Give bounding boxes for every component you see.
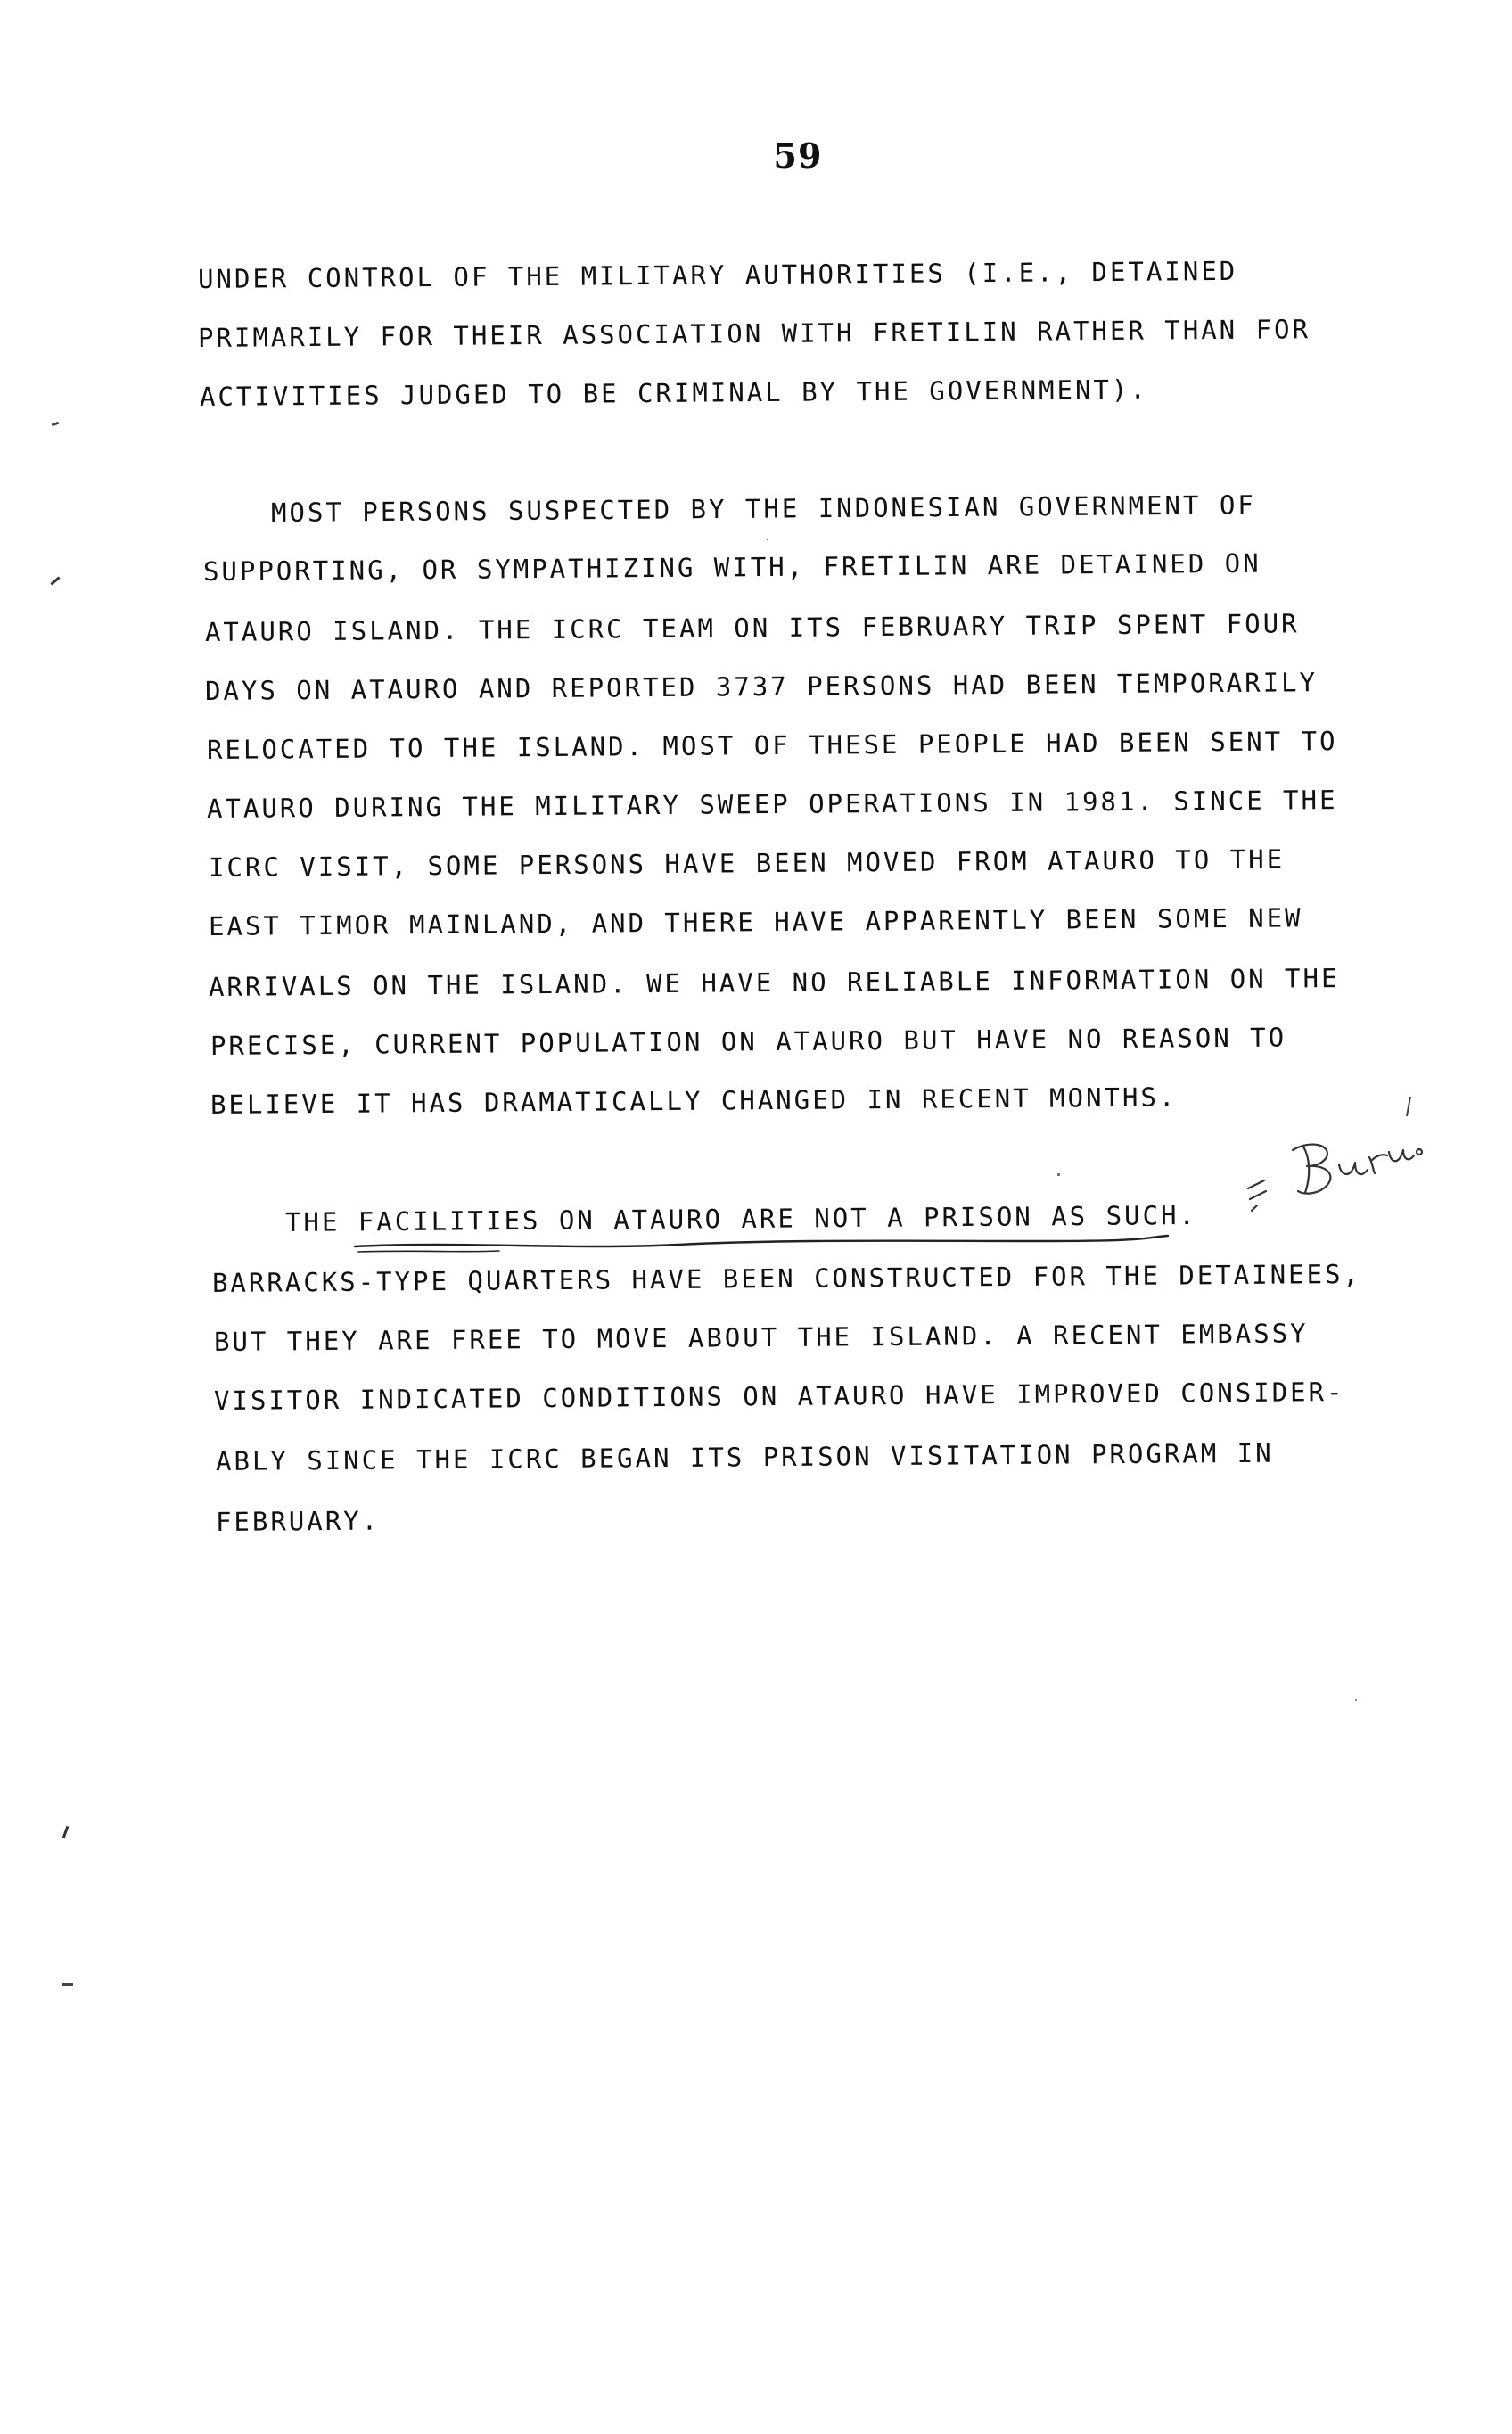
text-line: ATAURO DURING THE MILITARY SWEEP OPERATIONS IN 1981. SINCE THE — [206, 785, 1338, 824]
text-line: RELOCATED TO THE ISLAND. MOST OF THESE PEOPLE HAD BEEN SENT TO — [206, 726, 1338, 765]
text-line: PRECISE, CURRENT POPULATION ON ATAURO BUT HAVE NO REASON TO — [210, 1022, 1287, 1061]
scan-mark — [767, 539, 768, 540]
text-line: BELIEVE IT HAS DRAMATICALLY CHANGED IN RECENT MONTHS. — [210, 1081, 1178, 1120]
text-line: SUPPORTING, OR SYMPATHIZING WITH, FRETILIN ARE DETAINED ON — [202, 547, 1261, 587]
text-line: ACTIVITIES JUDGED TO BE CRIMINAL BY THE GOVERNMENT). — [199, 374, 1149, 412]
text-line: UNDER CONTROL OF THE MILITARY AUTHORITIES (I.E., DETAINED — [197, 255, 1238, 294]
text-line: ATAURO ISLAND. THE ICRC TEAM ON ITS FEBRUARY TRIP SPENT FOUR — [204, 608, 1300, 647]
text-line: FEBRUARY. — [215, 1505, 381, 1537]
text-line: PRIMARILY FOR THEIR ASSOCIATION WITH FRETILIN RATHER THAN FOR — [197, 314, 1311, 353]
scan-mark — [62, 1983, 73, 1986]
text-line: ARRIVALS ON THE ISLAND. WE HAVE NO RELIABLE INFORMATION ON THE — [208, 963, 1340, 1002]
page-number: 59 — [773, 136, 823, 176]
text-line: BUT THEY ARE FREE TO MOVE ABOUT THE ISLAND. A RECENT EMBASSY — [213, 1318, 1309, 1357]
text-line: BARRACKS-TYPE QUARTERS HAVE BEEN CONSTRUCTED FOR THE DETAINEES, — [211, 1258, 1362, 1298]
scan-mark — [1057, 1173, 1060, 1176]
text-line: EAST TIMOR MAINLAND, AND THERE HAVE APPARENTLY BEEN SOME NEW — [208, 902, 1303, 942]
text-line: ICRC VISIT, SOME PERSONS HAVE BEEN MOVED FROM ATAURO TO THE — [208, 843, 1286, 883]
text-line: DAYS ON ATAURO AND REPORTED 3737 PERSONS HAD BEEN TEMPORARILY — [204, 667, 1319, 706]
text-line: VISITOR INDICATED CONDITIONS ON ATAURO HAVE IMPROVED CONSIDER- — [213, 1377, 1345, 1416]
text-line: ABLY SINCE THE ICRC BEGAN ITS PRISON VISITATION PROGRAM IN — [215, 1437, 1274, 1476]
scan-mark — [1355, 1699, 1357, 1701]
text-line: MOST PERSONS SUSPECTED BY THE INDONESIAN GOVERNMENT OF — [270, 489, 1256, 528]
text-line: THE FACILITIES ON ATAURO ARE NOT A PRISON AS SUCH. — [284, 1199, 1198, 1238]
